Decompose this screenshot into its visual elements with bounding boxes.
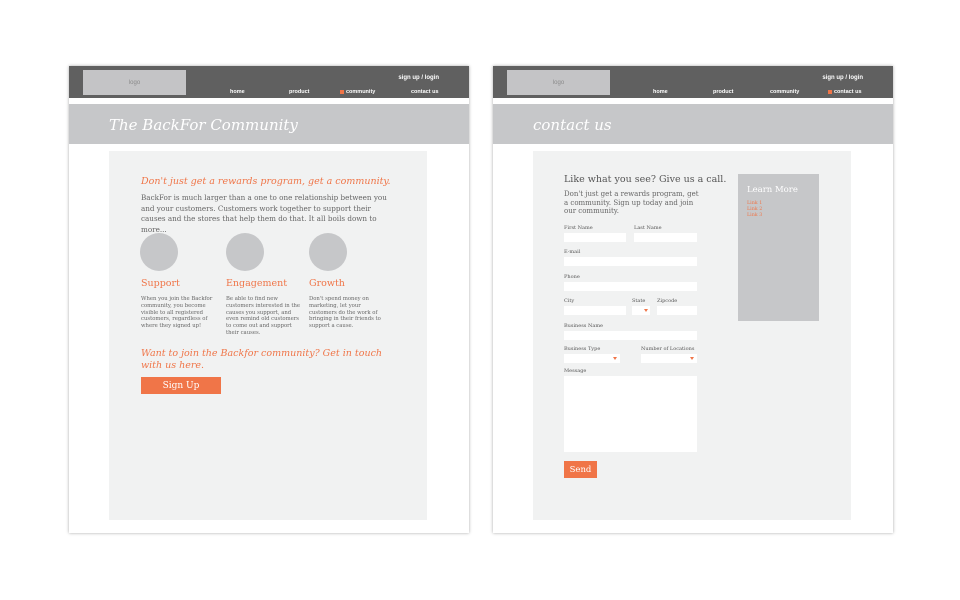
learn-more-link-2[interactable]: Link 2 <box>747 207 763 212</box>
community-page <box>69 66 469 533</box>
intro-text: BackFor is much larger than a one to one relationship between you and your customers. Customers work together to support their causes and the stores that help them do that. It all boils down to more... <box>141 193 387 234</box>
signup-login-link[interactable]: sign up / login <box>398 75 439 81</box>
content-panel <box>109 151 427 520</box>
chevron-down-icon <box>690 357 694 360</box>
zipcode-label: Zipcode <box>657 298 678 304</box>
city-input[interactable] <box>564 306 626 315</box>
hero-banner <box>69 104 469 144</box>
navbar <box>69 66 469 98</box>
signup-login-link[interactable]: sign up / login <box>822 75 863 81</box>
nav-product[interactable]: product <box>713 89 734 95</box>
hero-banner <box>493 104 893 144</box>
business-type-select[interactable] <box>564 354 620 363</box>
nav-product[interactable]: product <box>289 89 310 95</box>
last-name-label: Last Name <box>634 225 662 231</box>
logo[interactable]: logo <box>507 70 610 95</box>
send-button[interactable]: Send <box>564 461 597 478</box>
phone-label: Phone <box>564 274 580 280</box>
logo[interactable]: logo <box>83 70 186 95</box>
active-nav-marker-icon <box>828 90 832 94</box>
state-select[interactable] <box>632 306 650 315</box>
chevron-down-icon <box>644 309 648 312</box>
active-nav-marker-icon <box>340 90 344 94</box>
learn-more-link-3[interactable]: Link 3 <box>747 213 763 218</box>
contact-page <box>493 66 893 533</box>
feature-title-support: Support <box>141 278 180 289</box>
nav-home[interactable]: home <box>653 89 668 95</box>
nav-contact-us[interactable]: contact us <box>411 89 439 95</box>
form-heading: Like what you see? Give us a call. <box>564 174 727 185</box>
page-title: contact us <box>533 116 612 134</box>
contact-panel <box>533 151 851 520</box>
engagement-image-placeholder <box>226 233 264 271</box>
city-label: City <box>564 298 575 304</box>
feature-text-engagement: Be able to find new customers interested in the causes you support, and even remind old customers to come out and support their causes. <box>226 296 301 336</box>
last-name-input[interactable] <box>634 233 697 242</box>
cta-text: Want to join the Backfor community? Get in touch with us here. <box>141 348 383 371</box>
email-input[interactable] <box>564 257 697 266</box>
business-name-label: Business Name <box>564 323 604 329</box>
page-title: The BackFor Community <box>109 116 298 134</box>
feature-text-growth: Don't spend money on marketing, let your customers do the work of bringing in their friends to support a cause. <box>309 296 381 330</box>
first-name-label: First Name <box>564 225 593 231</box>
first-name-input[interactable] <box>564 233 626 242</box>
chevron-down-icon <box>613 357 617 360</box>
locations-select[interactable] <box>641 354 697 363</box>
nav-home[interactable]: home <box>230 89 245 95</box>
learn-more-title: Learn More <box>747 185 798 195</box>
sign-up-button[interactable]: Sign Up <box>141 377 221 394</box>
business-name-input[interactable] <box>564 331 697 340</box>
state-label: State <box>632 298 646 304</box>
form-intro: Don't just get a rewards program, get a community. Sign up today and join our community. <box>564 190 699 215</box>
nav-community[interactable]: community <box>770 89 800 95</box>
nav-contact-us[interactable]: contact us <box>834 89 862 95</box>
email-label: E-mail <box>564 249 581 255</box>
feature-title-growth: Growth <box>309 278 345 289</box>
feature-text-support: When you join the Backfor community, you become visible to all registered customers, regardless of where they signed up! <box>141 296 213 330</box>
zipcode-input[interactable] <box>657 306 697 315</box>
learn-more-link-1[interactable]: Link 1 <box>747 201 763 206</box>
learn-more-sidebar <box>738 174 819 321</box>
phone-input[interactable] <box>564 282 697 291</box>
message-textarea[interactable] <box>564 376 697 452</box>
business-type-label: Business Type <box>564 346 601 352</box>
message-label: Message <box>564 368 587 374</box>
feature-title-engagement: Engagement <box>226 278 288 289</box>
growth-image-placeholder <box>309 233 347 271</box>
tagline: Don't just get a rewards program, get a community. <box>141 176 391 187</box>
locations-label: Number of Locations <box>641 346 695 352</box>
nav-community[interactable]: community <box>346 89 376 95</box>
navbar <box>493 66 893 98</box>
support-image-placeholder <box>140 233 178 271</box>
